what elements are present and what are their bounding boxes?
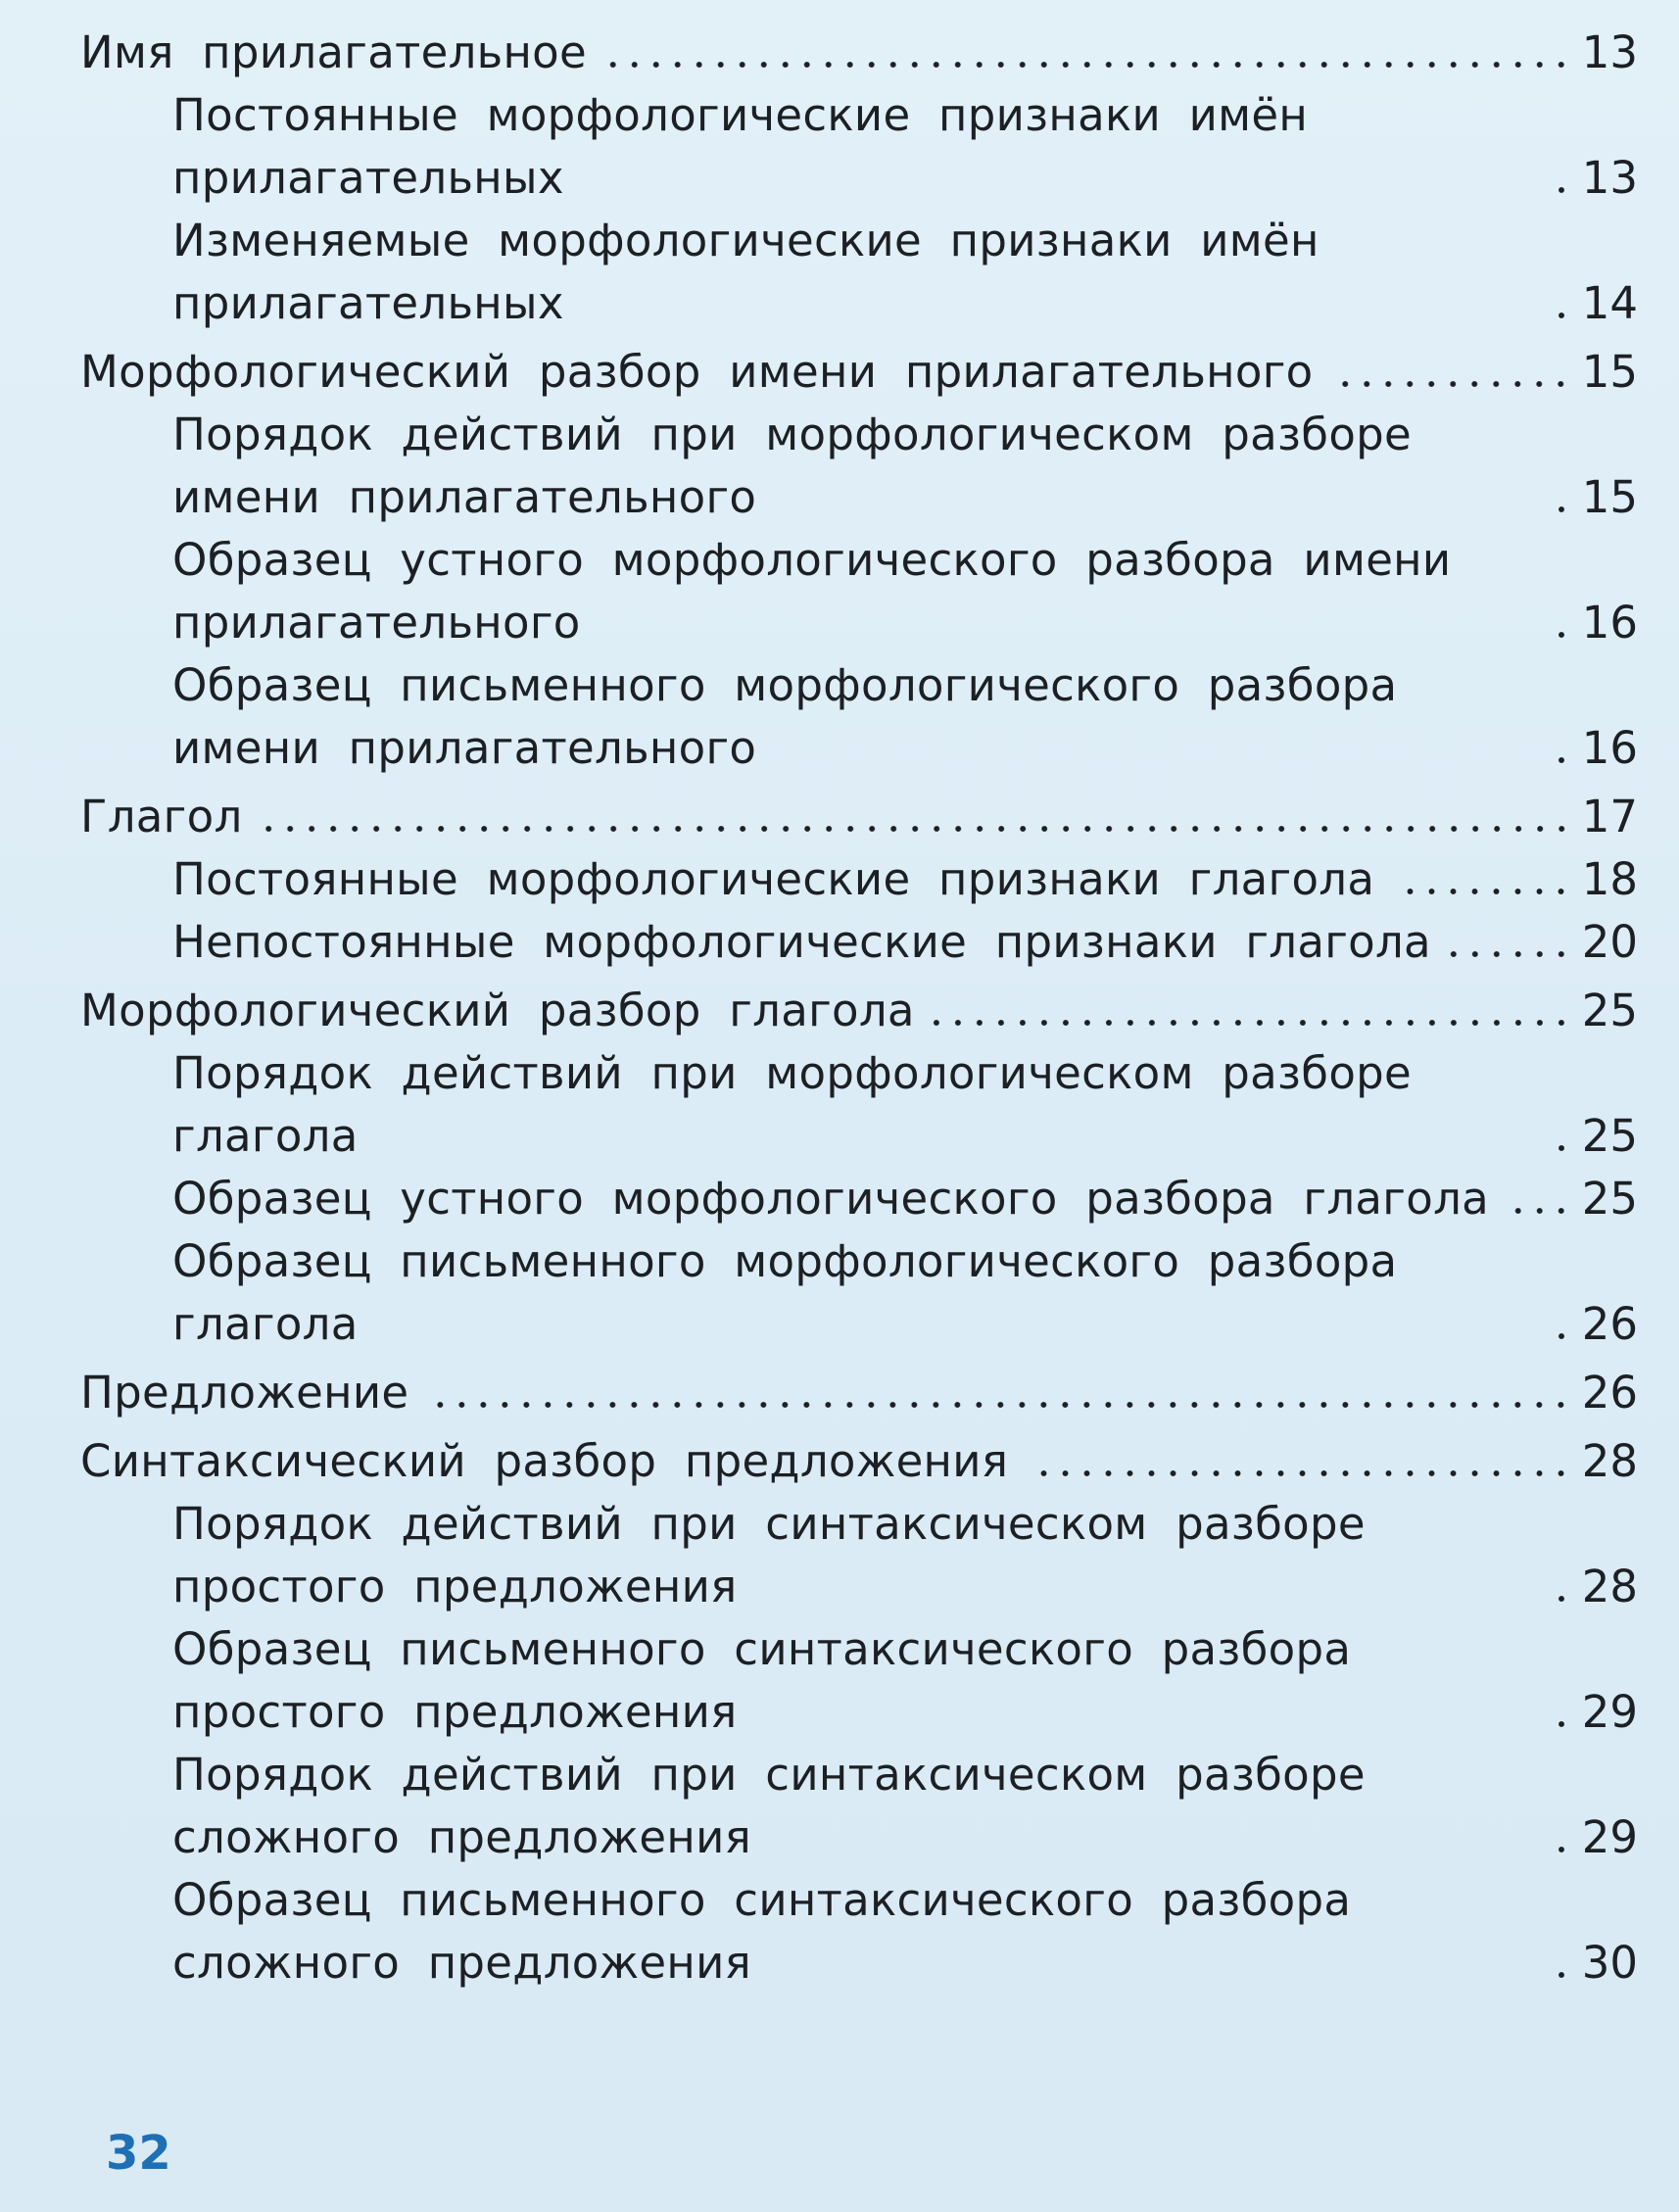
dot-leader: [1543, 1595, 1572, 1603]
toc-entry-title: Порядок действий при синтаксическом разборе сложного предложения: [172, 1749, 1366, 1863]
toc-subentry: [172, 1744, 1638, 1869]
toc-entry-page: 28: [1581, 1435, 1638, 1487]
dot-leader: [1543, 1971, 1572, 1979]
toc-entry-page: 25: [1581, 1173, 1638, 1225]
toc-entry: [80, 1430, 1638, 1493]
toc-subentry: [172, 1042, 1638, 1168]
toc-entry-title: Образец письменного синтаксического разбора сложного предложения: [172, 1874, 1352, 1989]
toc-subentry: [172, 84, 1638, 210]
toc-entry: [80, 341, 1638, 404]
toc-entry-title: Образец устного морфологического разбора имени прилагательного: [172, 534, 1452, 649]
toc-subentry: [172, 848, 1638, 911]
toc-subentry: [172, 1168, 1638, 1230]
toc-entry-page: 29: [1581, 1686, 1638, 1738]
dot-leader: [1543, 1144, 1572, 1152]
toc-entry-page: 16: [1581, 597, 1638, 649]
toc-entry: [80, 980, 1638, 1042]
toc-entry-title: Образец письменного морфологического разбора имени прилагательного: [172, 659, 1398, 774]
dot-leader: [1543, 1332, 1572, 1340]
toc-entry-title: Глагол: [80, 791, 243, 842]
toc-entry-page: 15: [1581, 346, 1638, 398]
toc-subentry: [172, 1230, 1638, 1356]
toc-entry-page: 26: [1581, 1367, 1638, 1419]
toc-entry-title: Порядок действий при морфологическом разборе глагола: [172, 1047, 1412, 1162]
toc-entry-page: 16: [1581, 722, 1638, 774]
dot-leader: [1543, 1720, 1572, 1728]
toc-subentry: [172, 1493, 1638, 1618]
dot-leader: [604, 61, 1572, 69]
toc-entry-page: 17: [1581, 791, 1638, 842]
toc-entry-title: Порядок действий при морфологическом разборе имени прилагательного: [172, 409, 1412, 523]
dot-leader: [1392, 888, 1572, 895]
dot-leader: [1449, 950, 1572, 958]
toc-entry-page: 29: [1581, 1811, 1638, 1863]
dot-leader: [1543, 631, 1572, 639]
dot-leader: [1026, 1469, 1572, 1477]
dot-leader: [1543, 756, 1572, 764]
toc-entry-title: Образец письменного морфологического разбора глагола: [172, 1235, 1398, 1350]
toc-entry-page: 14: [1581, 277, 1638, 329]
toc-entry-title: Изменяемые морфологические признаки имён прилагательных: [172, 215, 1319, 329]
page-number: 32: [106, 2126, 171, 2181]
dot-leader: [933, 1019, 1572, 1027]
dot-leader: [1507, 1207, 1572, 1215]
toc-entry-page: 25: [1581, 1110, 1638, 1162]
toc-entry-page: 20: [1581, 916, 1638, 968]
toc-entry-title: Постоянные морфологические признаки имён прилагательных: [172, 89, 1309, 204]
toc-entry-title: Морфологический разбор глагола: [80, 985, 915, 1036]
toc-subentry: [172, 1869, 1638, 1995]
table-of-contents: [80, 22, 1638, 1995]
toc-subentry: [172, 911, 1638, 974]
toc-subentry: [172, 654, 1638, 780]
toc-entry-page: 25: [1581, 985, 1638, 1036]
dot-leader: [1330, 380, 1571, 388]
toc-entry-page: 13: [1581, 26, 1638, 78]
toc-entry-page: 13: [1581, 152, 1638, 204]
toc-entry-title: Образец устного морфологического разбора глагола: [172, 1173, 1490, 1225]
toc-subentry: [172, 1618, 1638, 1744]
toc-entry-title: Постоянные морфологические признаки глагола: [172, 853, 1375, 905]
toc-entry-page: 18: [1581, 853, 1638, 905]
toc-entry-title: Порядок действий при синтаксическом разборе простого предложения: [172, 1498, 1366, 1612]
toc-subentry: [172, 210, 1638, 335]
toc-entry: [80, 1362, 1638, 1424]
toc-entry-page: 15: [1581, 471, 1638, 523]
toc-entry-title: Синтаксический разбор предложения: [80, 1435, 1009, 1487]
toc-entry: [80, 22, 1638, 84]
toc-entry-page: 26: [1581, 1298, 1638, 1350]
toc-entry-page: 28: [1581, 1561, 1638, 1612]
toc-subentry: [172, 404, 1638, 529]
toc-subentry: [172, 529, 1638, 654]
toc-entry-title: Имя прилагательное: [80, 26, 587, 78]
dot-leader: [261, 825, 1572, 833]
dot-leader: [1543, 186, 1572, 194]
dot-leader: [1543, 1846, 1572, 1853]
dot-leader: [1543, 505, 1572, 513]
toc-entry: [80, 786, 1638, 848]
dot-leader: [426, 1401, 1571, 1409]
toc-entry-title: Предложение: [80, 1367, 409, 1419]
toc-entry-page: 30: [1581, 1937, 1638, 1989]
dot-leader: [1543, 312, 1572, 319]
toc-entry-title: Непостоянные морфологические признаки глагола: [172, 916, 1431, 968]
toc-entry-title: Образец письменного синтаксического разбора простого предложения: [172, 1623, 1352, 1738]
toc-entry-title: Морфологический разбор имени прилагательного: [80, 346, 1314, 398]
